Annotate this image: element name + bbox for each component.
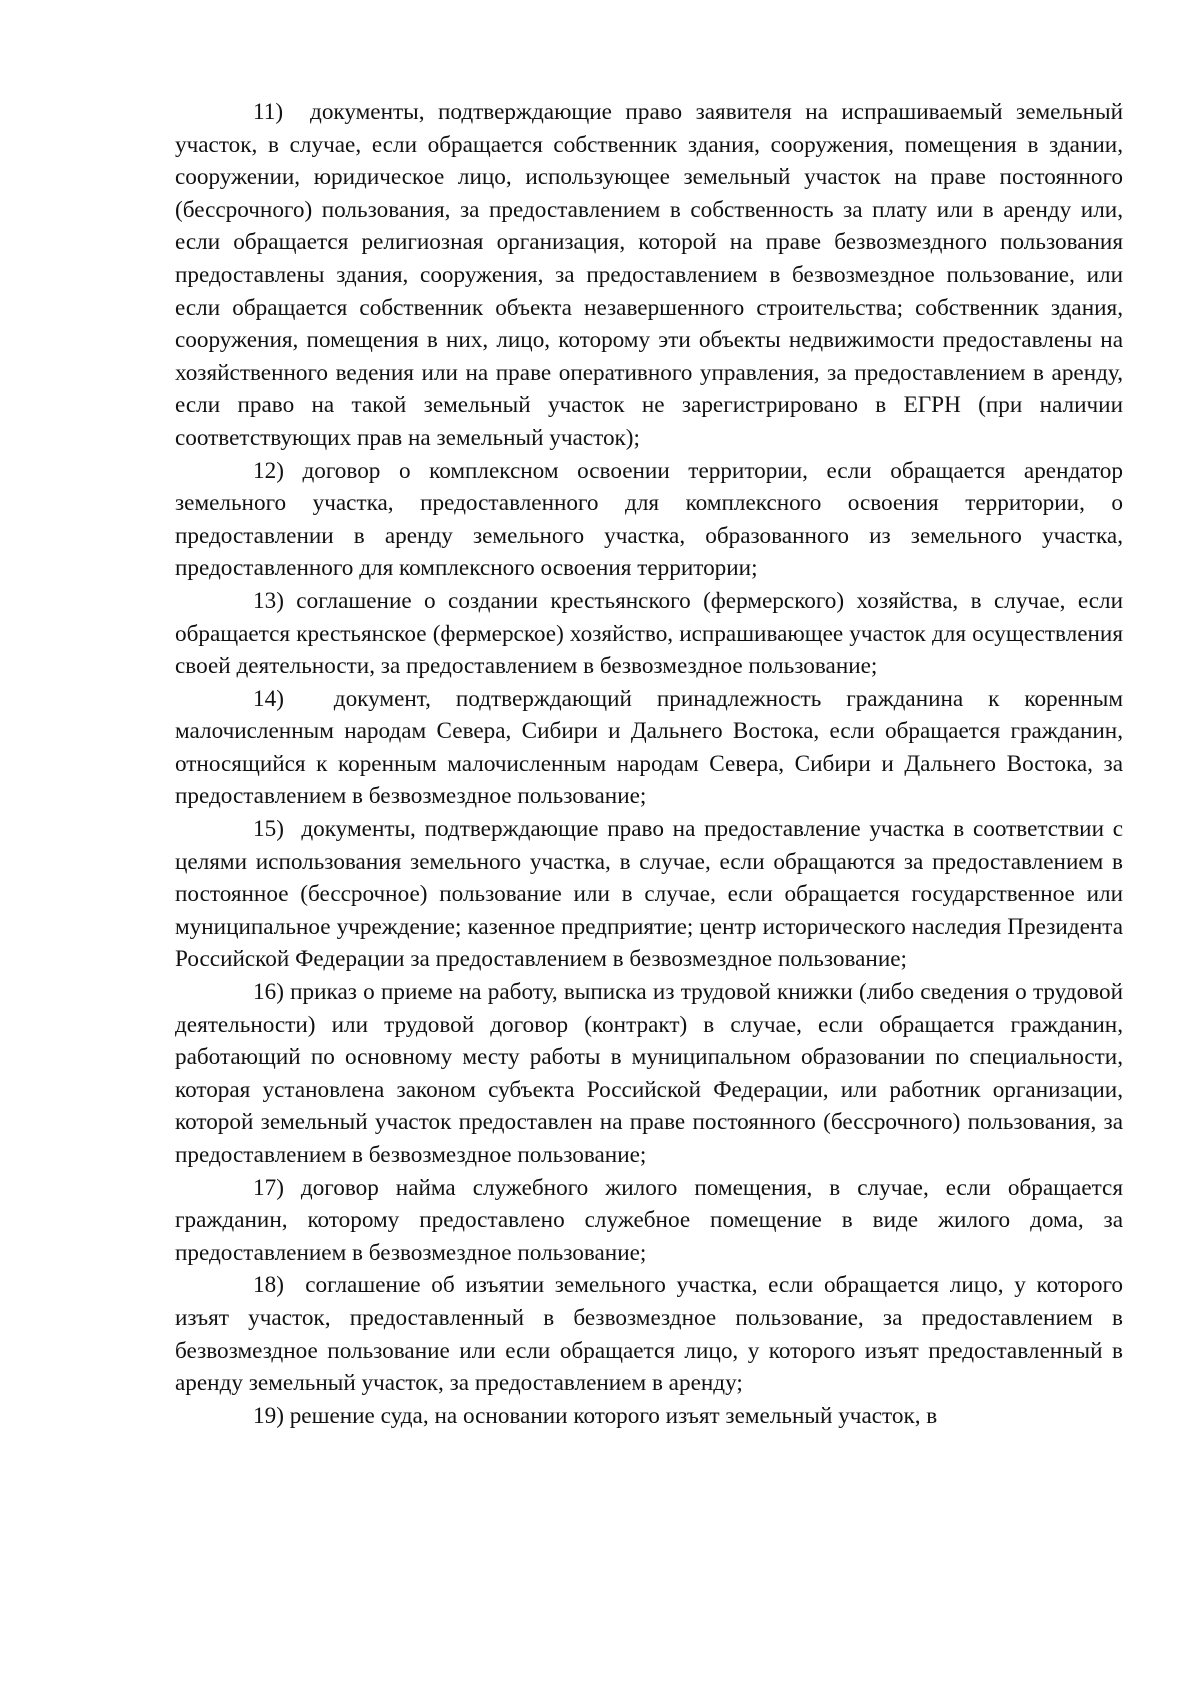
document-body (175, 96, 1123, 1432)
list-item-17: 17) договор найма служебного жилого помещения, в случае, если обращается гражданин, которому предоставлено служебное помещение в виде жилого дома, за предоставлением в безвозмездное пользование; (175, 1174, 1123, 1266)
list-item-11: 11) документы, подтверждающие право заявителя на испрашиваемый земельный участок, в случае, если обращается собственник здания, сооружения, помещения в здании, сооружении, юридическое лицо, использующее земельный участок на праве постоянного (бессрочного) пользования, за предоставлением в собственность за плату или в аренду или, если обращается религиозная организация, которой на праве безвозмездного пользования предоставлены здания, сооружения, за предоставлением в безвозмездное пользование, или если обращается собственник объекта незавершенного строительства; собственник здания, сооружения, помещения в них, лицо, которому эти объекты недвижимости предоставлены на хозяйственного ведения или на праве оперативного управления, за предоставлением в аренду, если право на такой земельный участок не зарегистрировано в ЕГРН (при наличии соответствующих прав на земельный участок); (175, 99, 1123, 451)
list-item-19: 19) решение суда, на основании которого изъят земельный участок, в (253, 1402, 938, 1429)
list-item-14: 14) документ, подтверждающий принадлежность гражданина к коренным малочисленным народам Севера, Сибири и Дальнего Востока, если обращается гражданин, относящийся к коренным малочисленным народам Севера, Сибири и Дальнего Востока, за предоставлением в безвозмездное пользование; (175, 685, 1123, 810)
list-item-18: 18) соглашение об изъятии земельного участка, если обращается лицо, у которого изъят участок, предоставленный в безвозмездное пользование, за предоставлением в безвозмездное пользование или если обращается лицо, у которого изъят предоставленный в аренду земельный участок, за предоставлением в аренду; (175, 1272, 1123, 1397)
list-item-16: 16) приказ о приеме на работу, выписка из трудовой книжки (либо сведения о трудовой деятельности) или трудовой договор (контракт) в случае, если обращается гражданин, работающий по основному месту работы в муниципальном образовании по специальности, которая установлена законом субъекта Российской Федерации, или работник организации, которой земельный участок предоставлен на праве постоянного (бессрочного) пользования, за предоставлением в безвозмездное пользование; (175, 979, 1123, 1168)
list-item-15: 15) документы, подтверждающие право на предоставление участка в соответствии с целями использования земельного участка, в случае, если обращаются за предоставлением в постоянное (бессрочное) пользование или в случае, если обращается государственное или муниципальное учреждение; казенное предприятие; центр исторического наследия Президента Российской Федерации за предоставлением в безвозмездное пользование; (175, 816, 1123, 973)
list-item-12: 12) договор о комплексном освоении территории, если обращается арендатор земельного участка, предоставленного для комплексного освоения территории, о предоставлении в аренду земельного участка, образованного из земельного участка, предоставленного для комплексного освоения территории; (175, 457, 1123, 582)
list-item-13: 13) соглашение о создании крестьянского (фермерского) хозяйства, в случае, если обращается крестьянское (фермерское) хозяйство, испрашивающее участок для осуществления своей деятельности, за предоставлением в безвозмездное пользование; (175, 587, 1123, 680)
